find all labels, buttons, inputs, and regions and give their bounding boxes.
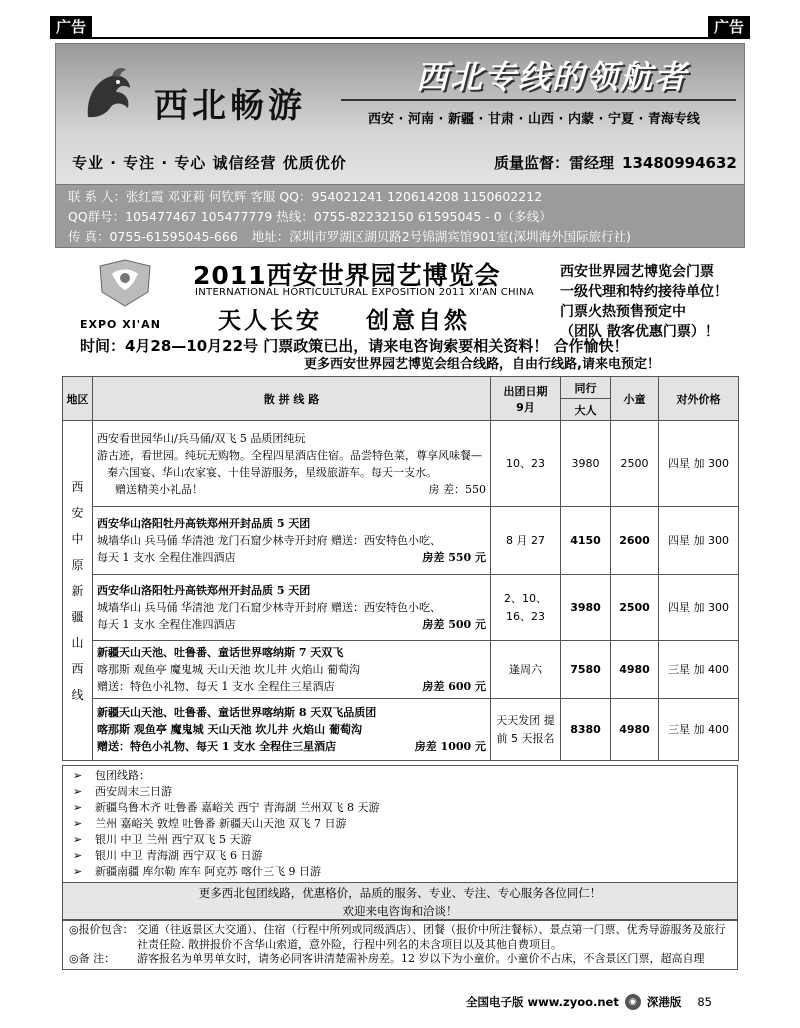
route-public-price: 三星 加 400 <box>659 641 739 699</box>
list-item: ➢ 包团线路： <box>73 768 727 784</box>
brand-slogan: 西北专线的领航者 <box>416 58 689 96</box>
route-title: 西安华山洛阳牡丹高铁郑州开封品质 5 天团 <box>97 517 311 530</box>
page-number: 85 <box>697 995 712 1009</box>
header-date <box>491 377 561 421</box>
route-adult-price: 3980 <box>561 421 611 507</box>
contact-address: 地址：深圳市罗湖区湖贝路2号锦湖宾馆901室(深圳海外国际旅行社) <box>251 229 631 244</box>
list-item: ➢ 银川 中卫 兰州 西宁双飞 5 天游 <box>73 832 727 848</box>
route-room-diff: 房差 500 元 <box>422 618 486 631</box>
expo-ticket-line: 一级代理和特约接待单位！ <box>560 284 728 300</box>
ad-label-left: 广告 <box>50 16 92 38</box>
route-dates: 10、23 <box>491 421 561 507</box>
route-line: 游古迹，看世园。纯玩无购物。全程四星酒店住宿。品尝特色菜，尊享风味餐— <box>97 448 482 462</box>
note-text: 游客报名为单男单女时，请务必同客讲清楚需补房差。12 岁以下为小童价。小童价不占床，不含景区门票，超高自理 <box>137 952 705 965</box>
route-line: 每天 1 支水 全程住准四酒店 <box>97 551 236 564</box>
route-adult-price <box>561 575 611 641</box>
header-date-label: 出团日期 <box>503 384 548 398</box>
route-public-price: 四星 加 300 <box>659 507 739 575</box>
route-line: 赠送：特色小礼物、每天 1 支水 全程住三星酒店 <box>97 740 337 753</box>
route-description <box>93 641 491 699</box>
region-char: 中 <box>71 531 84 546</box>
list-item: ➢ 兰州 嘉峪关 敦煌 吐鲁番 新疆天山天池 双飞 7 日游 <box>73 816 727 832</box>
route-child-price-value: 4980 <box>619 722 650 736</box>
expo-ticket-line: 西安世界园艺博览会门票 <box>560 264 714 280</box>
contact-panel <box>55 184 745 248</box>
route-line: 每天 1 支水 全程住准四酒店 <box>97 618 236 631</box>
route-child-price <box>611 641 659 699</box>
region-char: 山 <box>71 635 84 650</box>
table-row <box>63 507 739 575</box>
route-child-price <box>611 699 659 761</box>
route-title: 新疆天山天池、吐鲁番、童话世界喀纳斯 7 天双飞 <box>97 646 344 659</box>
header-month: 9月 <box>516 400 535 414</box>
route-line: 喀那斯 观鱼亭 魔鬼城 天山天池 坎儿井 火焰山 葡萄沟 <box>97 723 362 736</box>
footer-site: 全国电子版 www.zyoo.net <box>466 995 619 1009</box>
route-dates: 天天发团 提前 5 天报名 <box>491 699 561 761</box>
charter-route-list <box>62 765 738 883</box>
list-item: ➢ 新疆乌鲁木齐 吐鲁番 嘉峪关 西宁 青海湖 兰州双飞 8 天游 <box>73 800 727 816</box>
route-public-price: 四星 加 300 <box>659 575 739 641</box>
expo-theme-2: 创意自然 <box>366 308 470 334</box>
region-char: 西 <box>71 661 84 676</box>
route-public-price: 四星 加 300 <box>659 421 739 507</box>
list-item: ➢ 新疆南疆 库尔勒 库车 阿克苏 喀什三飞 9 日游 <box>73 864 727 880</box>
route-adult-price-value: 3980 <box>570 600 601 614</box>
expo-ticket-line: （团队 散客优惠门票）！ <box>560 324 719 340</box>
route-price-table <box>62 376 739 761</box>
expo-theme <box>218 302 470 335</box>
route-child-price-value: 4980 <box>619 662 650 676</box>
company-motto: 专业 · 专注 · 专心 诚信经营 优质优价 <box>72 154 347 172</box>
route-room-diff: 房 差：550 <box>428 482 486 496</box>
quality-phone: 13480994632 <box>622 154 737 172</box>
table-row <box>63 421 739 507</box>
rooster-logo-icon <box>78 62 140 124</box>
route-adult-price <box>561 699 611 761</box>
header-child: 小童 <box>611 377 659 421</box>
expo-more-routes: 更多西安世界园艺博览会组合线路，自由行线路,请来电预定！ <box>304 357 660 372</box>
route-line: 赠送：特色小礼物、每天 1 支水 全程住三星酒店 <box>97 680 335 693</box>
price-notes <box>62 920 738 970</box>
route-dates: 8 月 27 <box>491 507 561 575</box>
note-label: ◎备 注： <box>69 952 116 965</box>
route-dates: 逢周六 <box>491 641 561 699</box>
header-peer: 同行 <box>561 377 611 399</box>
route-adult-price <box>561 507 611 575</box>
route-title: 西安华山洛阳牡丹高铁郑州开封品质 5 天团 <box>97 584 311 597</box>
header-route: 散 拼 线 路 <box>93 377 491 421</box>
contact-people: 联 系 人：张红霞 邓亚莉 何钦辉 客服 QQ：954021241 120614208 1150602212 <box>68 189 543 204</box>
route-line: 城墙华山 兵马俑 华清池 龙门石窟少林寺开封府 赠送：西安特色小吃、 <box>97 601 441 614</box>
route-description <box>93 507 491 575</box>
route-description <box>93 699 491 761</box>
route-child-price-value: 2500 <box>619 600 650 614</box>
expo-logo-text: EXPO XI'AN <box>80 318 161 331</box>
route-line: 城墙华山 兵马俑 华清池 龙门石窟少林寺开封府 赠送：西安特色小吃、 <box>97 534 441 547</box>
expo-theme-1: 天人长安 <box>218 308 322 334</box>
quality-label: 质量监督：雷经理 <box>494 154 615 172</box>
expo-ticket-info <box>560 262 728 342</box>
header-region: 地区 <box>63 377 93 421</box>
route-gift: 赠送精美小礼品！ <box>115 482 203 496</box>
route-adult-price-value: 4150 <box>570 533 601 547</box>
region-char: 西 <box>71 479 84 494</box>
more-routes-line: 更多西北包团线路，优惠格价，品质的服务、专业、专注、专心服务各位同仁！ <box>198 886 602 900</box>
route-adult-price-value: 7580 <box>570 662 601 676</box>
table-row <box>63 699 739 761</box>
note-text: 交通（往返景区大交通）、住宿（行程中所列或同级酒店）、团餐（报价中所注餐标）、景点第一门票、优秀导游服务及旅行社责任险. 散拼报价不含华山索道，意外险，行程中列名的未含项目以及其他自费项目。 <box>137 923 726 951</box>
globe-icon: ◉ <box>625 994 641 1010</box>
table-row <box>63 575 739 641</box>
route-room-diff: 房差 1000 元 <box>414 740 486 753</box>
note-row <box>69 923 731 952</box>
route-public-price: 三星 加 400 <box>659 699 739 761</box>
route-adult-price-value: 8380 <box>570 722 601 736</box>
region-char: 安 <box>71 505 84 520</box>
route-room-diff: 房差 600 元 <box>422 680 486 693</box>
list-item: ➢ 西安周末三日游 <box>73 784 727 800</box>
route-child-price <box>611 507 659 575</box>
expo-title-english: INTERNATIONAL HORTICULTURAL EXPOSITION 2011 XI'AN CHINA <box>195 287 534 298</box>
route-title: 新疆天山天池、吐鲁番、童话世界喀纳斯 8 天双飞品质团 <box>97 706 377 719</box>
route-child-price <box>611 575 659 641</box>
region-char: 原 <box>71 557 84 572</box>
note-label: ◎报价包含： <box>69 923 134 936</box>
route-line: 秦六国宴、华山农家宴、十佳导游服务，星级旅游车。每天一支水。 <box>107 465 437 479</box>
region-char: 疆 <box>71 609 84 624</box>
more-routes-banner <box>62 882 738 920</box>
brand-name: 西北畅游 <box>154 86 306 126</box>
more-routes-line: 欢迎来电咨询和洽谈！ <box>342 904 458 918</box>
slogan-underline <box>341 99 736 101</box>
quality-supervisor <box>486 152 737 173</box>
footer-edition: 深港版 <box>646 995 682 1009</box>
expo-time: 时间：4月28—10月22号 门票政策已出，请来电咨询索要相关资料！ 合作愉快！ <box>80 337 629 355</box>
table-row <box>63 641 739 699</box>
expo-ticket-line: 门票火热预售预定中 <box>560 304 686 320</box>
route-line: 西安看世园华山/兵马俑/双飞 5 品质团纯玩 <box>97 431 306 445</box>
list-item: ➢ 银川 中卫 青海湖 西宁双飞 6 日游 <box>73 848 727 864</box>
top-rule <box>50 37 750 39</box>
ad-label-right: 广告 <box>708 16 750 38</box>
page-footer <box>466 994 712 1010</box>
note-row <box>69 952 731 967</box>
contact-fax-address <box>68 227 732 247</box>
header-price: 对外价格 <box>659 377 739 421</box>
contact-qq-group: QQ群号：105477467 105477779 热线：0755-82232150 61595045 - 0（多线） <box>68 209 552 224</box>
route-list: 西安 · 河南 · 新疆 · 甘肃 · 山西 · 内蒙 · 宁夏 · 青海专线 <box>368 112 700 127</box>
header-adult: 大人 <box>561 399 611 421</box>
route-description <box>93 421 491 507</box>
contact-fax: 传 真：0755-61595045-666 <box>68 229 238 244</box>
route-child-price: 2500 <box>611 421 659 507</box>
route-line: 喀那斯 观鱼亭 魔鬼城 天山天池 坎儿井 火焰山 葡萄沟 <box>97 663 360 676</box>
route-description <box>93 575 491 641</box>
region-char: 线 <box>71 687 84 702</box>
route-adult-price <box>561 641 611 699</box>
route-dates: 2、10、16、23 <box>491 575 561 641</box>
region-char: 新 <box>71 583 84 598</box>
expo-title: 2011西安世界园艺博览会 <box>193 261 501 290</box>
route-child-price-value: 2600 <box>619 533 650 547</box>
route-room-diff: 房差 550 元 <box>422 551 486 564</box>
region-column <box>63 421 93 761</box>
